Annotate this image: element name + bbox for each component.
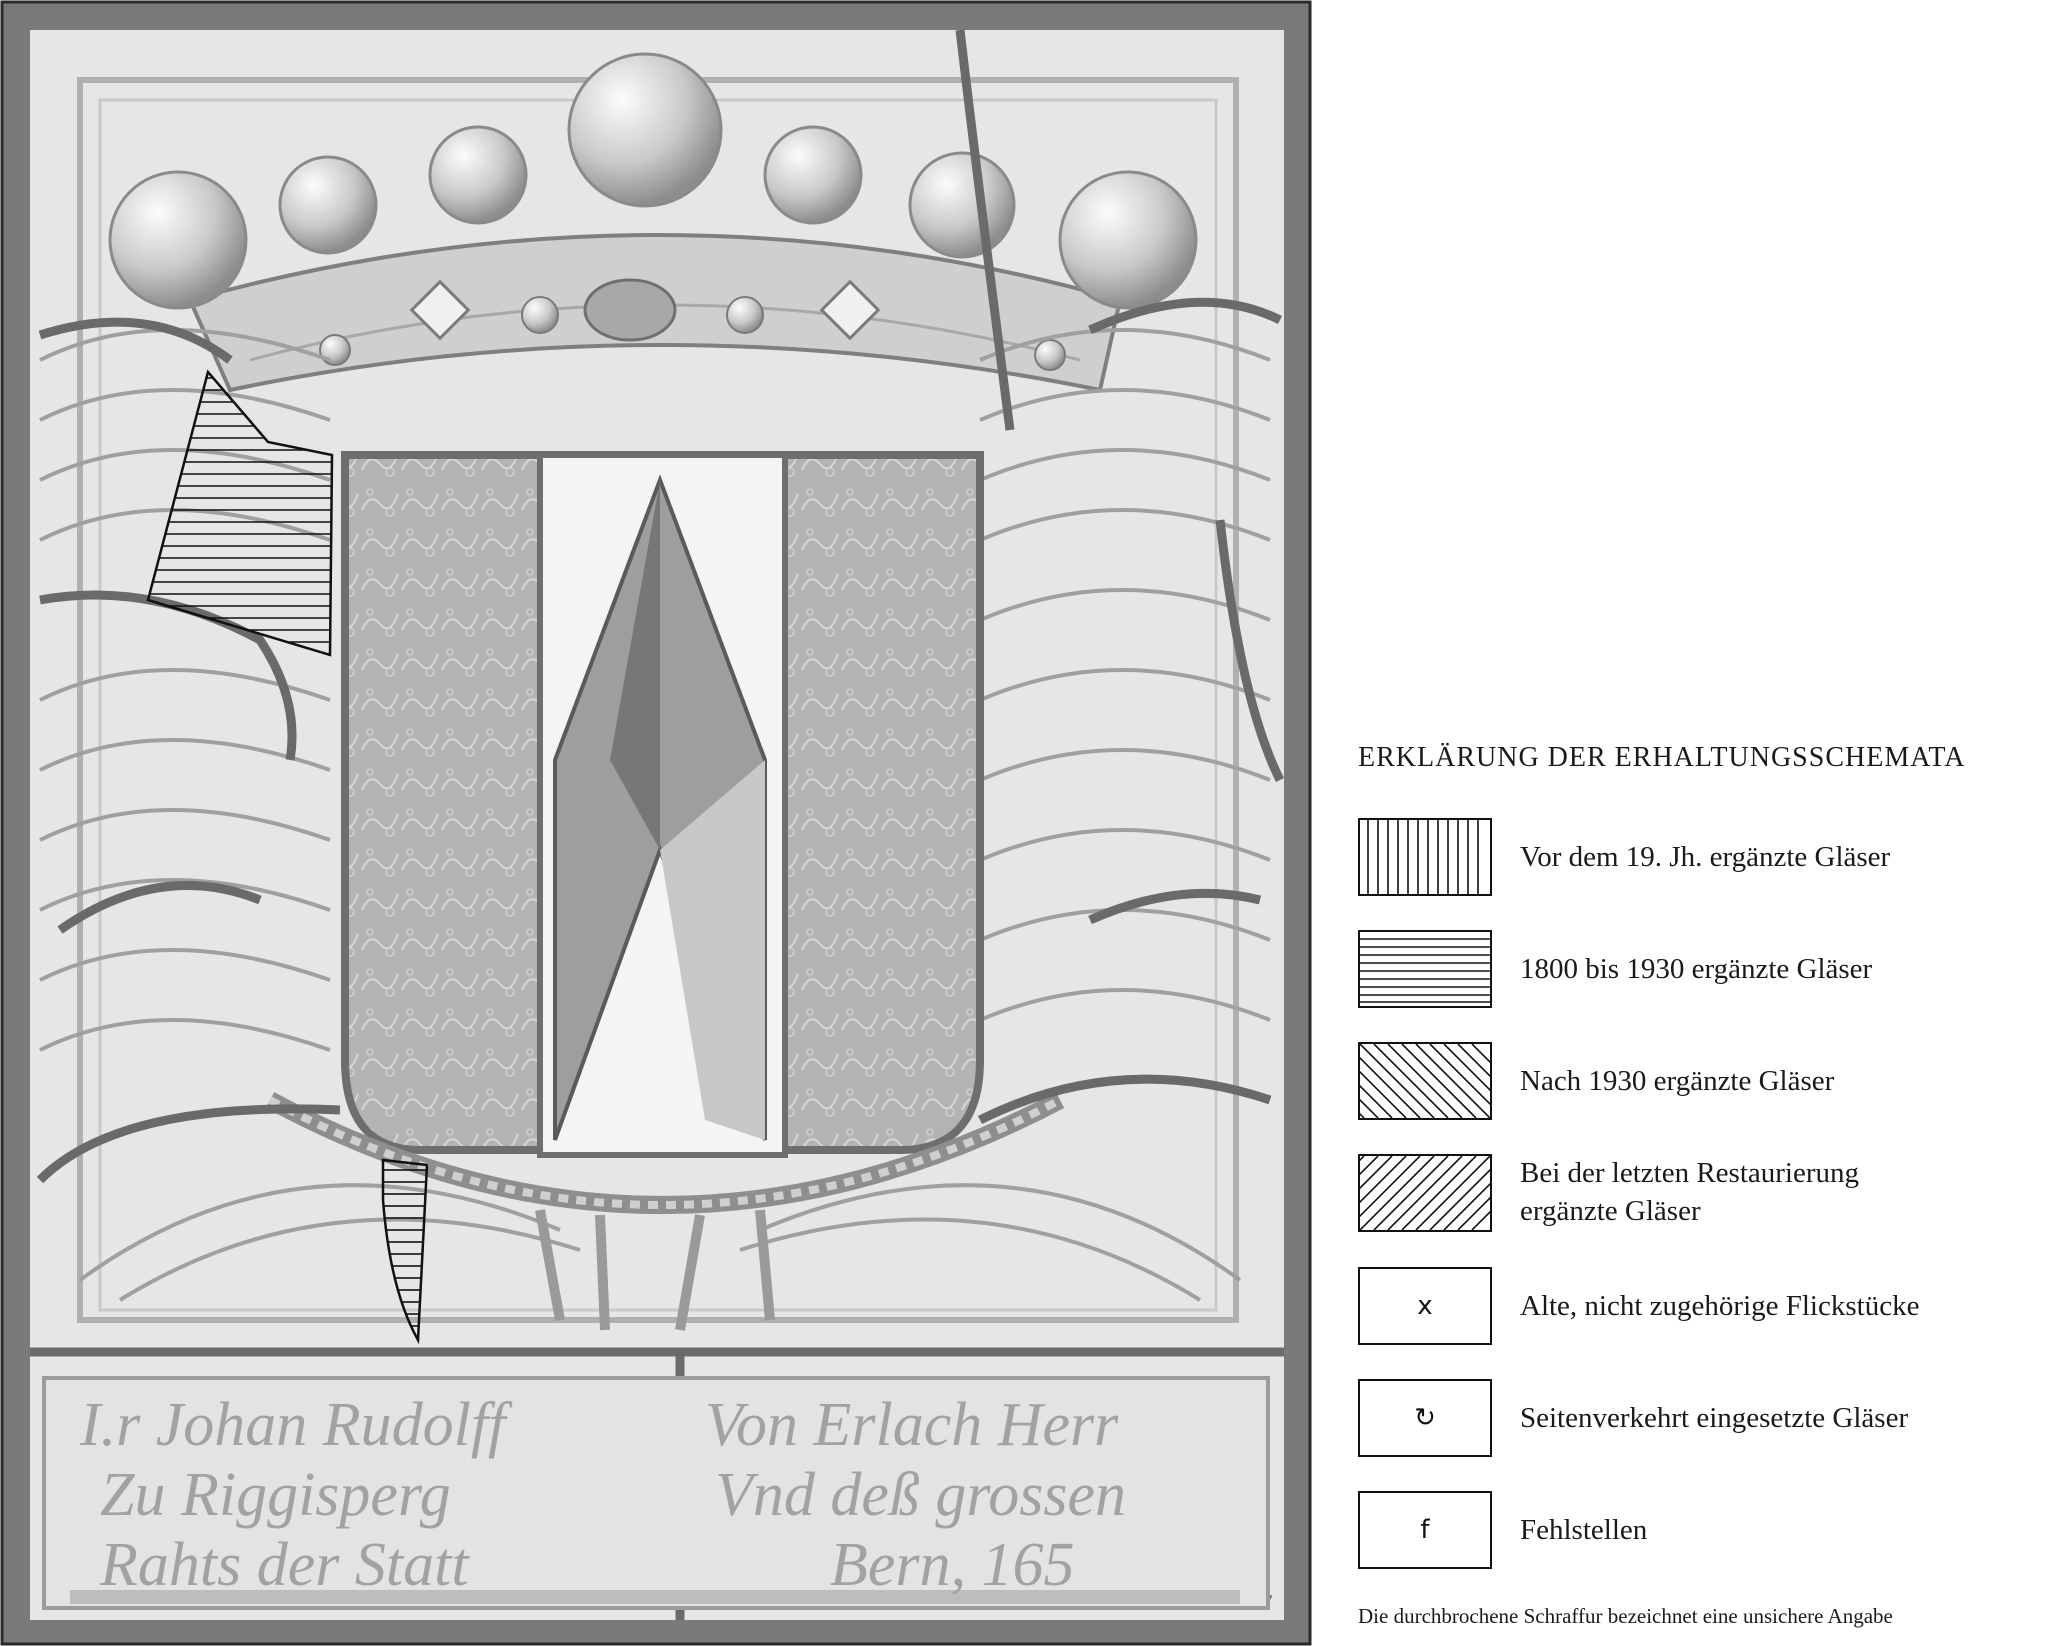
backslash-hatch-swatch [1358,1042,1492,1120]
inscription-right-line-2: Vnd deß grossen [715,1461,1126,1529]
slash-hatch-swatch [1358,1154,1492,1232]
f-symbol: f [1420,1515,1430,1545]
horizontal-hatch-swatch [1358,930,1492,1008]
inscription-left [79,1391,513,1599]
legend-label: 1800 bis 1930 ergänzte Gläser [1520,953,1873,985]
inscription-left-line-1: I.r Johan Rudolff [80,1391,506,1459]
legend-label: Alte, nicht zugehörige Flickstücke [1520,1290,1920,1322]
foreign-patch-swatch [1358,1267,1492,1345]
inscription-left-line-3: Rahts der Statt [100,1531,469,1599]
legend-title: ERKLÄRUNG DER ERHALTUNGSSCHEMATA [1358,742,1966,773]
legend-label: Fehlstellen [1520,1514,1648,1546]
legend-label: Vor dem 19. Jh. ergänzte Gläser [1520,841,1891,873]
legend-label: Seitenverkehrt eingesetzte Gläser [1520,1402,1909,1434]
reversed-glass-swatch [1358,1379,1492,1457]
inscription-left-line-2: Zu Riggisperg [100,1461,451,1529]
preservation-legend [1330,0,2048,1646]
rotate-arrow-icon: ↻ [1414,1403,1436,1433]
legend-footnote: Die durchbrochene Schraffur bezeichnet eine unsichere Angabe [1358,1604,1893,1628]
legend-label: Nach 1930 ergänzte Gläser [1520,1065,1835,1097]
vertical-hatch-swatch [1358,818,1492,896]
coat-of-arms-shield [345,455,980,1155]
legend-label-line-2: ergänzte Gläser [1520,1195,1701,1227]
inscription-right-line-1: Von Erlach Herr [705,1391,1119,1459]
x-symbol: x [1417,1291,1433,1321]
legend-label-line-1: Bei der letzten Restaurierung [1520,1157,1860,1189]
inscription-right-line-3: Bern, 165 [830,1531,1075,1599]
missing-swatch [1358,1491,1492,1569]
